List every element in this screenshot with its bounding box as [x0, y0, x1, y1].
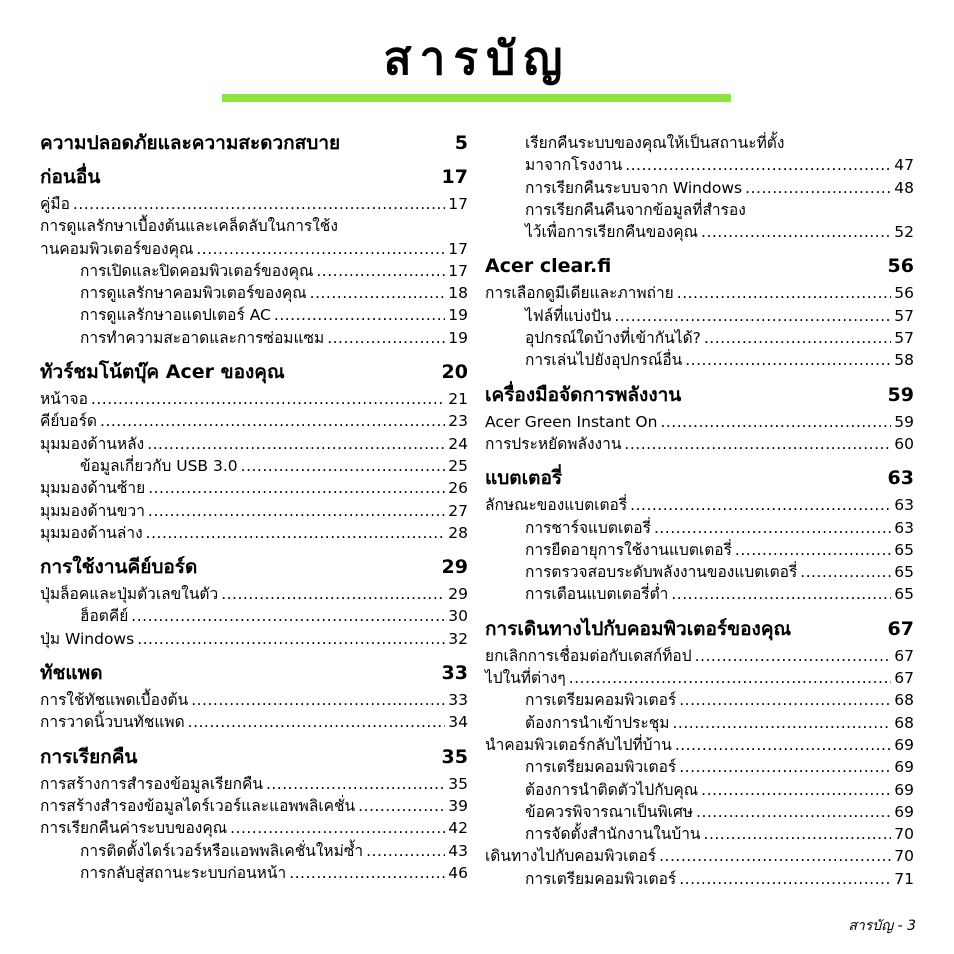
- entry-title: การเตรียมคอมพิวเตอร์: [525, 869, 677, 888]
- section-page-number: 67: [887, 617, 914, 640]
- toc-entry[interactable]: [40, 689, 468, 711]
- dot-leader: [327, 327, 445, 349]
- entry-page-number: 19: [448, 306, 468, 325]
- entry-title: ไฟล์ที่แบ่งปัน: [525, 306, 612, 325]
- entry-title: การดูแลรักษาคอมพิวเตอร์ของคุณ: [80, 284, 307, 303]
- toc-section-heading[interactable]: [40, 132, 468, 154]
- dot-leader: [569, 667, 892, 689]
- entry-page-number: 35: [448, 774, 468, 793]
- dot-leader: [266, 773, 445, 795]
- entry-page-number: 46: [448, 863, 468, 882]
- entry-page-number: 39: [448, 796, 468, 815]
- entry-title: มุมมองด้านล่าง: [40, 523, 143, 542]
- entry-page-number: 70: [894, 847, 914, 866]
- entry-title: ไว้เพื่อการเรียกคืนของคุณ: [525, 223, 699, 242]
- entry-title: การเปิดและปิดคอมพิวเตอร์ของคุณ: [80, 261, 314, 280]
- toc-entry[interactable]: [40, 795, 468, 817]
- entry-page-number: 52: [894, 223, 914, 242]
- entry-title: ปุ่ม Windows: [40, 629, 135, 648]
- section-title: ก่อนอื่น: [40, 166, 101, 188]
- entry-page-number: 43: [448, 841, 468, 860]
- section-page-number: 33: [441, 662, 468, 685]
- entry-title: การจัดตั้งสำนักงานในบ้าน: [525, 825, 701, 844]
- toc-entry[interactable]: [40, 282, 468, 304]
- dot-leader: [191, 689, 445, 711]
- section-page-number: 59: [887, 383, 914, 406]
- toc-section-heading[interactable]: [485, 255, 914, 277]
- toc-entry[interactable]: [485, 583, 914, 605]
- entry-title: การชาร์จแบตเตอรี่: [525, 518, 651, 537]
- entry-page-number: 17: [448, 195, 468, 213]
- toc-entry-title-line[interactable]: การดูแลรักษาเบื้องต้นและเคล็ดลับในการใช้ง: [40, 217, 338, 236]
- entry-page-number: 69: [894, 802, 914, 821]
- toc-entry[interactable]: [485, 221, 914, 243]
- dot-leader: [704, 327, 891, 349]
- toc-section-heading[interactable]: [485, 467, 914, 489]
- toc-entry[interactable]: [485, 154, 914, 176]
- dot-leader: [660, 411, 891, 433]
- section-page-number: 17: [441, 166, 468, 188]
- section-title: การเรียกคืน: [40, 745, 138, 768]
- toc-section-heading[interactable]: [485, 384, 914, 406]
- entry-page-number: 21: [448, 390, 468, 409]
- dot-leader: [148, 500, 445, 522]
- dot-leader: [221, 583, 445, 605]
- dot-leader: [735, 539, 891, 561]
- section-title: Acer clear.fi: [485, 255, 612, 278]
- dot-leader: [366, 840, 445, 862]
- dot-leader: [274, 304, 445, 326]
- entry-title: การทำความสะอาดและการซ่อมแซม: [80, 328, 325, 347]
- toc-entry[interactable]: [40, 238, 468, 260]
- entry-title: ต้องการนำเข้าประชุม: [525, 713, 670, 732]
- entry-title: คีย์บอร์ด: [40, 412, 97, 431]
- toc-entry[interactable]: [485, 561, 914, 583]
- entry-title: ข้อมูลเกี่ยวกับ USB 3.0: [80, 456, 238, 475]
- dot-leader: [630, 494, 891, 516]
- entry-page-number: 34: [448, 713, 468, 732]
- entry-page-number: 29: [448, 585, 468, 604]
- section-page-number: 29: [441, 556, 468, 579]
- dot-leader: [137, 628, 445, 650]
- section-title: แบตเตอรี่: [485, 467, 563, 490]
- entry-page-number: 56: [894, 284, 914, 303]
- entry-page-number: 59: [894, 412, 914, 431]
- toc-entry-title-line[interactable]: การเรียกคืนคืนจากข้อมูลที่สำรอง: [525, 200, 746, 219]
- entry-page-number: 28: [448, 523, 468, 542]
- entry-page-number: 18: [448, 284, 468, 303]
- dot-leader: [91, 388, 445, 410]
- dot-leader: [701, 221, 891, 243]
- entry-page-number: 71: [894, 869, 914, 888]
- dot-leader: [672, 712, 891, 734]
- entry-page-number: 65: [894, 585, 914, 604]
- entry-title: การดูแลรักษาอแดปเตอร์ AC: [80, 306, 271, 325]
- toc-entry[interactable]: [40, 304, 468, 326]
- dot-leader: [625, 154, 891, 176]
- entry-page-number: 24: [448, 434, 468, 453]
- toc-entry[interactable]: [40, 711, 468, 733]
- toc-entry-title-line[interactable]: เรียกคืนระบบของคุณให้เป็นสถานะที่ตั้ง: [525, 134, 785, 152]
- entry-page-number: 57: [894, 329, 914, 348]
- section-title: ทัวร์ชมโน้ตบุ๊ค Acer ของคุณ: [40, 361, 285, 384]
- toc-entry[interactable]: [485, 779, 914, 801]
- toc-section-heading[interactable]: [485, 618, 914, 640]
- section-title: เครื่องมือจัดการพลังงาน: [485, 383, 682, 406]
- section-page-number: 35: [441, 745, 468, 768]
- toc-right-column: [485, 132, 914, 890]
- toc-list-right: [485, 132, 914, 890]
- dot-leader: [358, 795, 445, 817]
- entry-page-number: 70: [894, 825, 914, 844]
- toc-entry[interactable]: [485, 667, 914, 689]
- toc-entry[interactable]: [485, 689, 914, 711]
- section-page-number: 56: [887, 255, 914, 278]
- toc-section-heading[interactable]: [40, 746, 468, 768]
- dot-leader: [316, 260, 445, 282]
- entry-page-number: 47: [894, 156, 914, 175]
- entry-page-number: 65: [894, 563, 914, 582]
- entry-title: ต้องการนำติดตัวไปกับคุณ: [525, 780, 699, 799]
- section-title: ความปลอดภัยและความสะดวกสบาย: [40, 132, 341, 154]
- section-title: การใช้งานคีย์บอร์ด: [40, 556, 198, 579]
- entry-title: การเตรียมคอมพิวเตอร์: [525, 691, 677, 710]
- entry-title: การตรวจสอบระดับพลังงานของแบตเตอรี่: [525, 563, 798, 582]
- entry-title: เดินทางไปกับคอมพิวเตอร์: [485, 847, 657, 866]
- toc-entry[interactable]: [40, 522, 468, 544]
- entry-title: มาจากโรงงาน: [525, 156, 623, 175]
- dot-leader: [701, 779, 891, 801]
- dot-leader: [685, 349, 891, 371]
- toc-list-left: [40, 132, 468, 884]
- entry-page-number: 63: [894, 518, 914, 537]
- dot-leader: [73, 193, 445, 215]
- toc-entry[interactable]: [40, 433, 468, 455]
- entry-title: การกลับสู่สถานะระบบก่อนหน้า: [80, 863, 287, 882]
- toc-entry[interactable]: [40, 410, 468, 432]
- toc-left-column: [40, 132, 468, 884]
- entry-title: การเตรียมคอมพิวเตอร์: [525, 758, 677, 777]
- entry-title: การเรียกคืนค่าระบบของคุณ: [40, 819, 228, 838]
- toc-entry[interactable]: [485, 645, 914, 667]
- toc-entry[interactable]: [485, 282, 914, 304]
- toc-section-heading[interactable]: [40, 556, 468, 578]
- toc-entry[interactable]: [40, 260, 468, 282]
- page-title: สารบัญ: [383, 31, 571, 85]
- dot-leader: [677, 282, 892, 304]
- toc-entry[interactable]: [40, 327, 468, 349]
- title-underline-bar: [222, 94, 731, 102]
- entry-page-number: 69: [894, 758, 914, 777]
- entry-page-number: 33: [448, 691, 468, 710]
- entry-title: ปุ่มล็อคและปุ่มตัวเลขในตัว: [40, 585, 219, 604]
- entry-page-number: 67: [894, 669, 914, 688]
- entry-title: การเตือนแบตเตอรี่ต่ำ: [525, 585, 669, 604]
- entry-title: หน้าจอ: [40, 390, 88, 409]
- toc-entry[interactable]: [485, 823, 914, 845]
- toc-entry[interactable]: [485, 801, 914, 823]
- section-page-number: 63: [887, 467, 914, 490]
- toc-entry[interactable]: [485, 517, 914, 539]
- toc-entry[interactable]: [40, 773, 468, 795]
- dot-leader: [671, 583, 891, 605]
- toc-entry[interactable]: [485, 756, 914, 778]
- dot-leader: [148, 477, 445, 499]
- toc-section-heading[interactable]: [40, 166, 468, 188]
- dot-leader: [146, 522, 446, 544]
- entry-title: การวาดนิ้วบนทัชแพด: [40, 713, 185, 732]
- entry-page-number: 69: [894, 735, 914, 754]
- dot-leader: [659, 845, 891, 867]
- dot-leader: [696, 801, 891, 823]
- dot-leader: [147, 433, 445, 455]
- toc-entry[interactable]: [40, 477, 468, 499]
- toc-entry[interactable]: [40, 455, 468, 477]
- entry-title: การเลือกดูมีเดียและภาพถ่าย: [485, 284, 674, 303]
- entry-page-number: 63: [894, 496, 914, 515]
- entry-page-number: 32: [448, 629, 468, 648]
- dot-leader: [624, 433, 891, 455]
- dot-leader: [745, 177, 891, 199]
- dot-leader: [241, 455, 446, 477]
- entry-page-number: 48: [894, 178, 914, 197]
- toc-entry[interactable]: [40, 817, 468, 839]
- dot-leader: [679, 868, 891, 890]
- entry-page-number: 27: [448, 501, 468, 520]
- dot-leader: [704, 823, 892, 845]
- entry-page-number: 19: [448, 328, 468, 347]
- toc-entry[interactable]: [40, 628, 468, 650]
- dot-leader: [654, 517, 891, 539]
- dot-leader: [230, 817, 445, 839]
- dot-leader: [800, 561, 891, 583]
- dot-leader: [196, 238, 445, 260]
- entry-title: นำคอมพิวเตอร์กลับไปที่บ้าน: [485, 735, 672, 754]
- toc-entry[interactable]: [485, 494, 914, 516]
- toc-entry[interactable]: [485, 305, 914, 327]
- entry-page-number: 69: [894, 780, 914, 799]
- toc-entry[interactable]: [485, 539, 914, 561]
- entry-title: Acer Green Instant On: [485, 412, 658, 431]
- dot-leader: [675, 734, 891, 756]
- entry-page-number: 60: [894, 434, 914, 453]
- entry-title: ข้อควรพิจารณาเป็นพิเศษ: [525, 802, 694, 821]
- entry-title: ไปในที่ต่างๆ: [485, 669, 566, 688]
- entry-page-number: 23: [448, 412, 468, 431]
- entry-page-number: 17: [448, 239, 468, 258]
- dot-leader: [100, 410, 445, 432]
- entry-title: ฮ็อตคีย์: [80, 607, 129, 626]
- entry-page-number: 42: [448, 819, 468, 838]
- entry-title: มุมมองด้านขวา: [40, 501, 145, 520]
- toc-entry[interactable]: [40, 388, 468, 410]
- toc-entry[interactable]: [40, 193, 468, 215]
- dot-leader: [310, 282, 446, 304]
- entry-page-number: 25: [448, 456, 468, 475]
- entry-page-number: 57: [894, 306, 914, 325]
- entry-title: การสร้างการสำรองข้อมูลเรียกคืน: [40, 774, 263, 793]
- section-page-number: 20: [441, 361, 468, 384]
- toc-entry[interactable]: [485, 734, 914, 756]
- entry-title: การสร้างสำรองข้อมูลไดร์เวอร์และแอพพลิเคชั่น: [40, 796, 356, 815]
- entry-page-number: 68: [894, 691, 914, 710]
- section-title: การเดินทางไปกับคอมพิวเตอร์ของคุณ: [485, 617, 792, 640]
- toc-entry[interactable]: [485, 868, 914, 890]
- toc-section-heading[interactable]: [40, 361, 468, 383]
- entry-page-number: 67: [894, 646, 914, 665]
- entry-page-number: 17: [448, 261, 468, 280]
- entry-title: คู่มือ: [40, 195, 70, 213]
- toc-entry[interactable]: [485, 433, 914, 455]
- toc-entry[interactable]: [485, 712, 914, 734]
- toc-entry[interactable]: [40, 500, 468, 522]
- entry-title: ยกเลิกการเชื่อมต่อกับเดสก์ท็อป: [485, 646, 692, 665]
- entry-title: มุมมองด้านหลัง: [40, 434, 145, 453]
- entry-title: การเล่นไปยังอุปกรณ์อื่น: [525, 351, 683, 370]
- toc-entry[interactable]: [40, 840, 468, 862]
- section-title: ทัชแพด: [40, 662, 103, 685]
- toc-entry[interactable]: [485, 349, 914, 371]
- toc-entry[interactable]: [40, 862, 468, 884]
- section-page-number: 5: [454, 132, 468, 154]
- entry-page-number: 26: [448, 479, 468, 498]
- toc-entry[interactable]: [40, 605, 468, 627]
- entry-page-number: 65: [894, 540, 914, 559]
- dot-leader: [695, 645, 892, 667]
- entry-title: การใช้ทัชแพดเบื้องต้น: [40, 691, 189, 710]
- toc-section-heading[interactable]: [40, 662, 468, 684]
- dot-leader: [131, 605, 445, 627]
- dot-leader: [289, 862, 445, 884]
- page-footer: สารบัญ - 3: [848, 918, 916, 934]
- toc-entry[interactable]: [485, 327, 914, 349]
- dot-leader: [679, 756, 891, 778]
- entry-title: การเรียกคืนระบบจาก Windows: [525, 178, 743, 197]
- toc-entry[interactable]: [485, 411, 914, 433]
- entry-page-number: 30: [448, 607, 468, 626]
- entry-title: การประหยัดพลังงาน: [485, 434, 622, 453]
- dot-leader: [188, 711, 446, 733]
- toc-entry[interactable]: [40, 583, 468, 605]
- entry-page-number: 68: [894, 713, 914, 732]
- entry-title: มุมมองด้านซ้าย: [40, 479, 146, 498]
- entry-title: านคอมพิวเตอร์ของคุณ: [40, 239, 194, 258]
- toc-entry[interactable]: [485, 845, 914, 867]
- entry-title: การยืดอายุการใช้งานแบตเตอรี่: [525, 540, 732, 559]
- entry-title: อุปกรณ์ใดบ้างที่เข้ากันได้?: [525, 329, 701, 348]
- toc-entry[interactable]: [485, 177, 914, 199]
- entry-title: การติดตั้งไดร์เวอร์หรือแอพพลิเคชั่นใหม่ซ้ำ: [80, 841, 364, 860]
- entry-title: ลักษณะของแบตเตอรี่: [485, 496, 628, 515]
- dot-leader: [679, 689, 891, 711]
- dot-leader: [614, 305, 891, 327]
- entry-page-number: 58: [894, 351, 914, 370]
